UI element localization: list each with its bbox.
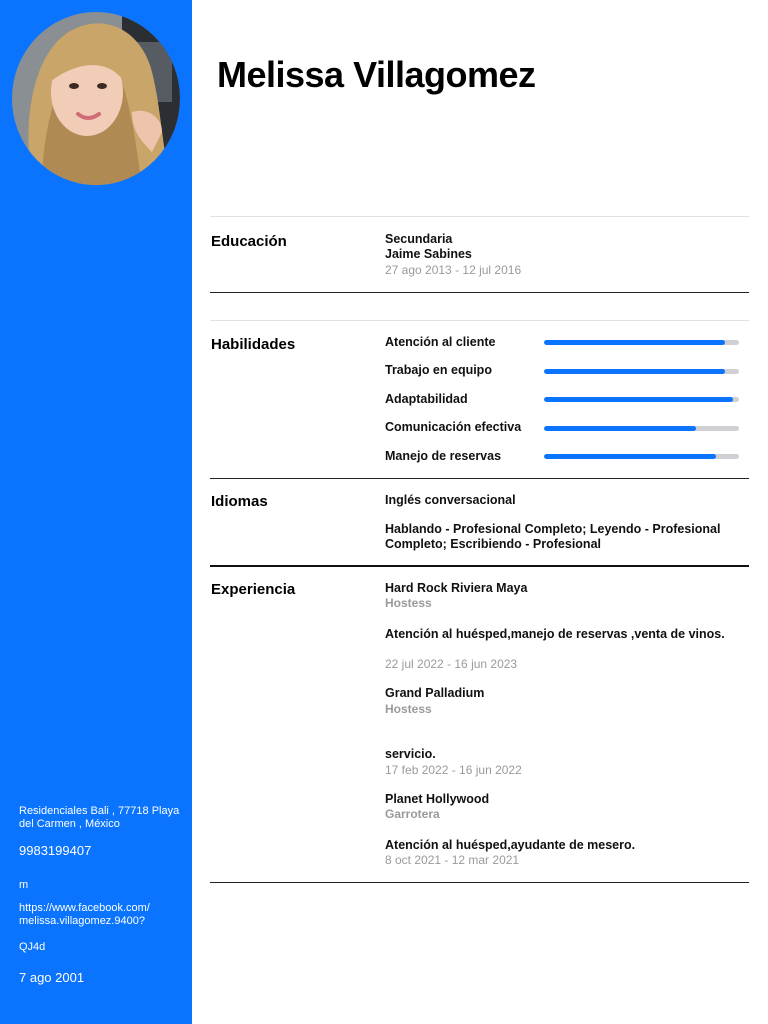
job-description: servicio. bbox=[385, 747, 436, 761]
skill-label: Manejo de reservas bbox=[385, 449, 502, 463]
divider bbox=[210, 882, 749, 883]
job-role: Hostess bbox=[385, 702, 432, 716]
skill-bar bbox=[544, 397, 739, 402]
section-title-experience: Experiencia bbox=[211, 581, 296, 598]
section-title-languages: Idiomas bbox=[211, 493, 268, 510]
skill-bar bbox=[544, 426, 739, 431]
job-company: Hard Rock Riviera Maya bbox=[385, 581, 528, 595]
divider bbox=[210, 292, 749, 293]
contact-phone: 9983199407 bbox=[19, 843, 92, 858]
section-title-education: Educación bbox=[211, 233, 287, 250]
skill-bar-fill bbox=[544, 340, 725, 345]
skill-bar bbox=[544, 454, 739, 459]
profile-photo-image bbox=[12, 12, 180, 185]
skill-bar-fill bbox=[544, 426, 696, 431]
job-dates: 22 jul 2022 - 16 jun 2023 bbox=[385, 657, 518, 671]
skill-bar-fill bbox=[544, 397, 733, 402]
profile-photo bbox=[12, 12, 180, 185]
job-dates: 17 feb 2022 - 16 jun 2022 bbox=[385, 763, 522, 777]
section-title-skills: Habilidades bbox=[211, 336, 296, 353]
page-title: Melissa Villagomez bbox=[217, 54, 536, 95]
contact-email[interactable]: m bbox=[19, 879, 29, 891]
contact-facebook-link[interactable]: https://www.facebook.com/ melissa.villagomez.9400? bbox=[19, 902, 150, 927]
divider bbox=[210, 320, 749, 321]
contact-birthdate: 7 ago 2001 bbox=[19, 970, 85, 985]
language-name: Inglés conversacional bbox=[385, 493, 516, 507]
language-detail: Hablando - Profesional Completo; Leyendo - Profesional Completo; Escribiendo - Profesional bbox=[385, 522, 721, 551]
education-school: Jaime Sabines bbox=[385, 247, 472, 261]
divider bbox=[210, 216, 749, 217]
skill-bar-fill bbox=[544, 454, 716, 459]
skill-label: Adaptabilidad bbox=[385, 392, 468, 406]
job-dates: 8 oct 2021 - 12 mar 2021 bbox=[385, 853, 520, 867]
skill-bar bbox=[544, 369, 739, 374]
education-dates: 27 ago 2013 - 12 jul 2016 bbox=[385, 263, 522, 277]
job-role: Garrotera bbox=[385, 807, 440, 821]
job-description: Atención al huésped,ayudante de mesero. bbox=[385, 838, 636, 852]
skill-label: Trabajo en equipo bbox=[385, 363, 492, 377]
job-company: Planet Hollywood bbox=[385, 792, 490, 806]
contact-address: Residenciales Bali , 77718 Playa del Carmen , México bbox=[19, 805, 180, 830]
skill-bar-fill bbox=[544, 369, 725, 374]
job-role: Hostess bbox=[385, 596, 432, 610]
job-company: Grand Palladium bbox=[385, 686, 485, 700]
divider bbox=[210, 478, 749, 479]
skill-bar bbox=[544, 340, 739, 345]
education-level: Secundaria bbox=[385, 232, 453, 246]
sidebar bbox=[0, 0, 192, 1024]
job-description: Atención al huésped,manejo de reservas ,venta de vinos. bbox=[385, 627, 725, 641]
contact-code: QJ4d bbox=[19, 941, 46, 953]
skill-label: Comunicación efectiva bbox=[385, 420, 522, 434]
divider bbox=[210, 565, 749, 567]
skill-label: Atención al cliente bbox=[385, 335, 496, 349]
